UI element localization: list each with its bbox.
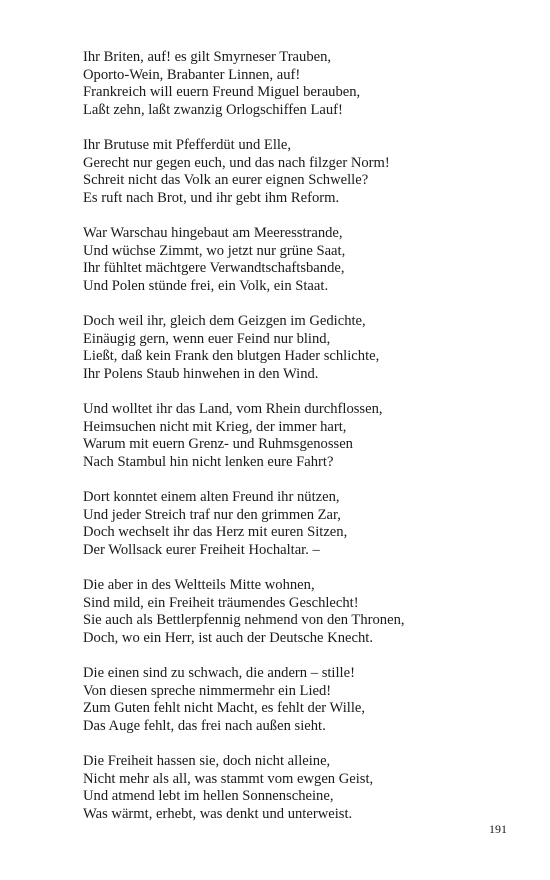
poem-body: [83, 49, 503, 841]
poem-line: Und wolltet ihr das Land, vom Rhein durchflossen,: [83, 401, 383, 417]
poem-line: Einäugig gern, wenn euer Feind nur blind,: [83, 330, 331, 347]
poem-line: Doch wechselt ihr das Herz mit euren Sitzen,: [83, 524, 348, 540]
poem-line: Doch weil ihr, gleich dem Geizgen im Gedichte,: [83, 313, 366, 329]
poem-line: Das Auge fehlt, das frei nach außen sieht.: [83, 717, 326, 734]
stanza: [83, 225, 503, 295]
stanza: [83, 401, 503, 471]
poem-line: Warum mit euern Grenz- und Ruhmsgenossen: [83, 436, 353, 452]
poem-line: Doch, wo ein Herr, ist auch der Deutsche Knecht.: [83, 629, 373, 646]
stanza: [83, 577, 503, 647]
poem-line: Von diesen spreche nimmermehr ein Lied!: [83, 682, 332, 699]
stanza: [83, 489, 503, 559]
poem-line: Sind mild, ein Freiheit träumendes Geschlecht!: [83, 594, 359, 611]
poem-line: Und atmend lebt im hellen Sonnenscheine,: [83, 788, 334, 804]
poem-line: Ließt, daß kein Frank den blutgen Hader schlichte,: [83, 348, 380, 364]
poem-line: Und Polen stünde frei, ein Volk, ein Staat.: [83, 277, 329, 294]
poem-line: Ihr Brutuse mit Pfefferdüt und Elle,: [83, 137, 292, 153]
poem-line: Der Wollsack eurer Freiheit Hochaltar. –: [83, 541, 320, 558]
poem-line: Es ruft nach Brot, und ihr gebt ihm Reform.: [83, 189, 340, 206]
poem-line: Dort konntet einem alten Freund ihr nützen,: [83, 489, 340, 505]
poem-line: Die aber in des Weltteils Mitte wohnen,: [83, 577, 315, 593]
poem-line: Und jeder Streich traf nur den grimmen Zar,: [83, 506, 341, 523]
poem-line: Laßt zehn, laßt zwanzig Orlogschiffen Lauf!: [83, 101, 343, 118]
poem-line: Ihr Polens Staub hinwehen in den Wind.: [83, 365, 319, 382]
stanza: [83, 137, 503, 207]
poem-line: Ihr fühltet mächtgere Verwandtschaftsbande,: [83, 260, 345, 276]
stanza: [83, 313, 503, 383]
poem-line: Nach Stambul hin nicht lenken eure Fahrt?: [83, 453, 334, 470]
poem-line: Nicht mehr als all, was stammt vom ewgen Geist,: [83, 770, 374, 787]
stanza: [83, 665, 503, 735]
poem-line: War Warschau hingebaut am Meeresstrande,: [83, 225, 343, 241]
stanza: [83, 753, 503, 823]
page-number: 191: [489, 822, 507, 836]
poem-line: Sie auch als Bettlerpfennig nehmend von den Thronen,: [83, 612, 405, 628]
poem-line: Zum Guten fehlt nicht Macht, es fehlt der Wille,: [83, 700, 366, 716]
poem-line: Frankreich will euern Freund Miguel berauben,: [83, 84, 361, 100]
poem-line: Oporto-Wein, Brabanter Linnen, auf!: [83, 66, 301, 83]
poem-line: Heimsuchen nicht mit Krieg, der immer hart,: [83, 418, 347, 435]
poem-line: Gerecht nur gegen euch, und das nach filzger Norm!: [83, 154, 390, 171]
poem-line: Die einen sind zu schwach, die andern – stille!: [83, 665, 355, 681]
poem-line: Ihr Briten, auf! es gilt Smyrneser Trauben,: [83, 49, 332, 65]
poem-line: Was wärmt, erhebt, was denkt und unterweist.: [83, 805, 353, 822]
poem-line: Und wüchse Zimmt, wo jetzt nur grüne Saat,: [83, 242, 346, 259]
poem-line: Schreit nicht das Volk an eurer eignen Schwelle?: [83, 172, 369, 188]
stanza: [83, 49, 503, 119]
poem-line: Die Freiheit hassen sie, doch nicht alleine,: [83, 753, 331, 769]
